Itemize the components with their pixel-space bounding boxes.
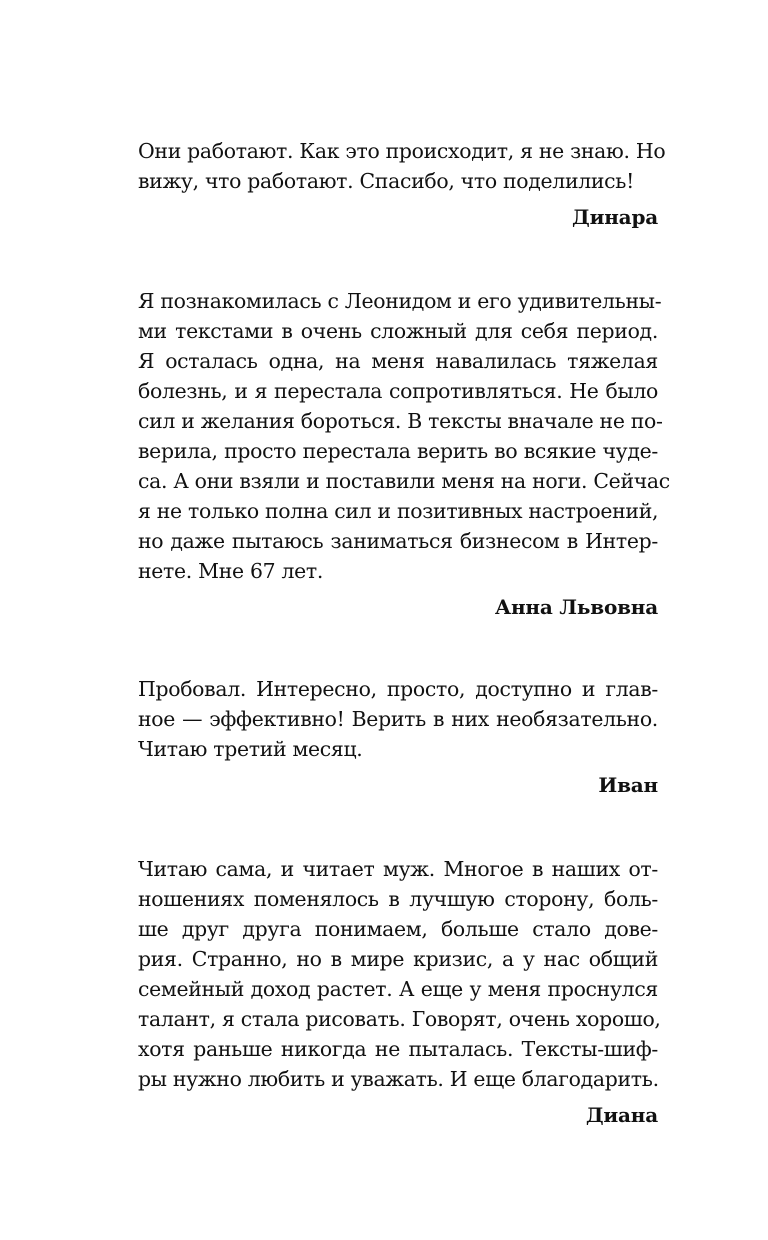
testimonial-author: Диана <box>585 1103 658 1127</box>
text-line: болезнь, и я перестала сопротивляться. Не было <box>138 379 658 403</box>
text-line: талант, я стала рисовать. Говорят, очень хорошо, <box>138 1007 661 1031</box>
text-line: ше друг друга понимаем, больше стало дове- <box>138 917 658 941</box>
testimonial-author: Иван <box>598 773 658 797</box>
testimonial-dinara <box>138 136 666 232</box>
text-line: вижу, что работают. Спасибо, что поделились! <box>138 169 634 193</box>
testimonial-author: Анна Львовна <box>494 595 658 619</box>
text-line: но даже пытаюсь заниматься бизнесом в Интер- <box>138 529 658 553</box>
text-line: хотя раньше никогда не пыталась. Тексты-шиф- <box>138 1037 658 1061</box>
text-line: нете. Мне 67 лет. <box>138 559 324 583</box>
text-line: Читаю третий месяц. <box>138 737 363 761</box>
text-line: ное — эффективно! Верить в них необязательно. <box>138 707 658 731</box>
testimonial-anna-lvovna <box>138 286 670 622</box>
text-line: сил и желания бороться. В тексты вначале не по- <box>138 409 663 433</box>
testimonial-ivan <box>138 674 658 800</box>
text-line: я не только полна сил и позитивных настроений, <box>138 499 659 523</box>
text-line: Я познакомилась с Леонидом и его удивительны- <box>138 289 662 313</box>
testimonial-author: Динара <box>572 205 658 229</box>
text-line: верила, просто перестала верить во всякие чуде- <box>138 439 658 463</box>
book-page <box>138 0 670 1240</box>
text-line: семейный доход растет. А еще у меня проснулся <box>138 977 658 1001</box>
text-line: рия. Странно, но в мире кризис, а у нас общий <box>138 947 658 971</box>
text-line: Пробовал. Интересно, просто, доступно и глав- <box>138 677 658 701</box>
testimonial-diana <box>138 854 661 1130</box>
text-line: Они работают. Как это происходит, я не знаю. Но <box>138 139 666 163</box>
text-line: са. А они взяли и поставили меня на ноги. Сейчас <box>138 469 670 493</box>
text-line: ры нужно любить и уважать. И еще благодарить. <box>138 1067 659 1091</box>
text-line: Я осталась одна, на меня навалилась тяжелая <box>138 349 658 373</box>
text-line: Читаю сама, и читает муж. Многое в наших от- <box>138 857 658 881</box>
text-line: ношениях поменялось в лучшую сторону, боль- <box>138 887 658 911</box>
text-line: ми текстами в очень сложный для себя период. <box>138 319 658 343</box>
